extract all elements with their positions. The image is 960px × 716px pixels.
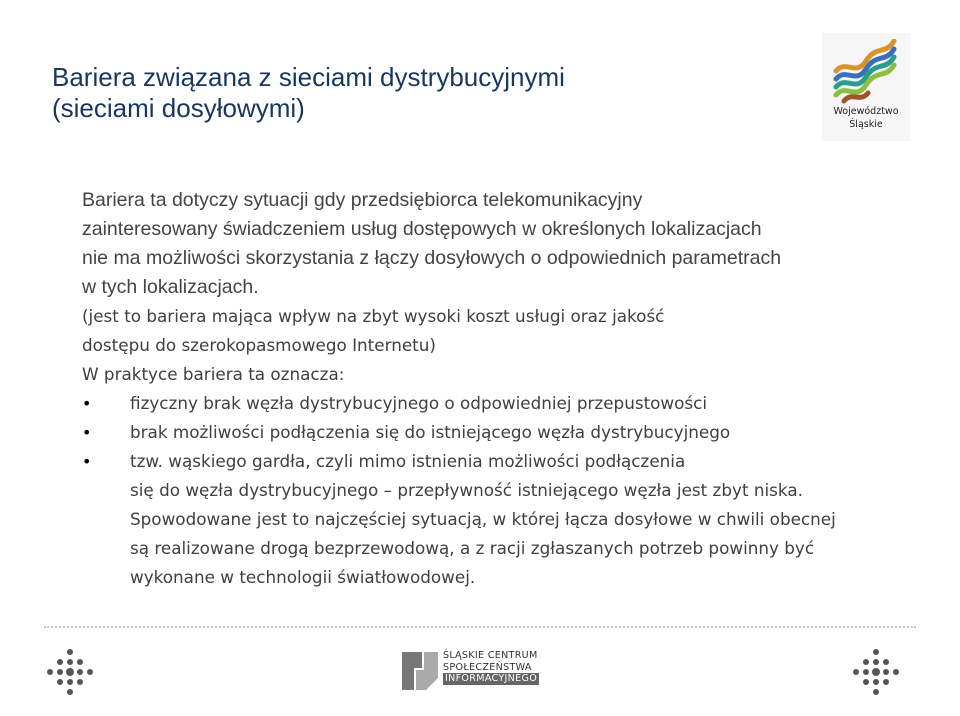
note-line: (jest to bariera mająca wpływ na zbyt wysoki koszt usługi oraz jakość <box>82 306 665 326</box>
intro-line: zainteresowany świadczeniem usług dostępowych w określonych lokalizacjach <box>82 218 762 240</box>
intro-line: Bariera ta dotyczy sytuacji gdy przedsiębiorca telekomunikacyjny <box>82 189 643 211</box>
bullet-icon: • <box>82 423 92 442</box>
footer-line-2: SPOŁECZEŃSTWA <box>443 661 532 673</box>
title-line-2: (sieciami dosyłowymi) <box>52 93 305 123</box>
bullet-continuation: są realizowane drogą bezprzewodową, a z racji zgłaszanych potrzeb powinny być <box>130 538 815 558</box>
footer-divider <box>44 626 916 628</box>
title-line-1: Bariera związana z sieciami dystrybucyjnymi <box>52 62 565 92</box>
bullet-continuation: wykonane w technologii światłowodowej. <box>130 567 476 587</box>
slide-body <box>82 186 952 592</box>
footer-caption <box>443 650 539 685</box>
slide-title <box>52 62 772 124</box>
intro-line: w tych lokalizacjach. <box>82 276 259 298</box>
bullet-text: brak możliwości podłączenia się do istniejącego węzła dystrybucyjnego <box>130 422 731 442</box>
footer-line-1: ŚLĄSKIE CENTRUM <box>443 650 538 661</box>
intro-line: nie ma możliwości skorzystania z łączy dosyłowych o odpowiednich parametrach <box>82 247 782 269</box>
dots-decoration-left-icon <box>44 648 96 700</box>
note-line: dostępu do szerokopasmowego Internetu) <box>82 335 436 355</box>
footer-line-3: INFORMACYJNEGO <box>445 673 538 684</box>
logo-line-1: Województwo <box>833 106 899 117</box>
wave-logo-icon <box>832 39 900 105</box>
bullet-continuation: się do węzła dystrybucyjnego – przepływność istniejącego węzła jest zbyt niska. <box>130 480 803 500</box>
bullet-text: tzw. wąskiego gardła, czyli mimo istnienia możliwości podłączenia <box>130 451 686 471</box>
bullet-icon: • <box>82 452 92 471</box>
bullet-continuation: Spowodowane jest to najczęściej sytuacją, w której łącza dosyłowe w chwili obecnej <box>130 509 836 529</box>
bullet-item <box>82 418 952 447</box>
dots-decoration-right-icon <box>850 648 902 700</box>
logo-line-2: Śląskie <box>849 119 883 130</box>
bullet-text: fizyczny brak węzła dystrybucyjnego o odpowiedniej przepustowości <box>130 393 708 413</box>
footer-logo <box>400 648 570 696</box>
bullet-icon: • <box>82 394 92 413</box>
bullet-item <box>82 447 952 476</box>
practice-label: W praktyce bariera ta oznacza: <box>82 364 345 384</box>
bullet-item <box>82 389 952 418</box>
voivodeship-logo <box>822 33 910 141</box>
logo-caption <box>822 105 910 131</box>
footer-logo-icon <box>400 648 440 694</box>
